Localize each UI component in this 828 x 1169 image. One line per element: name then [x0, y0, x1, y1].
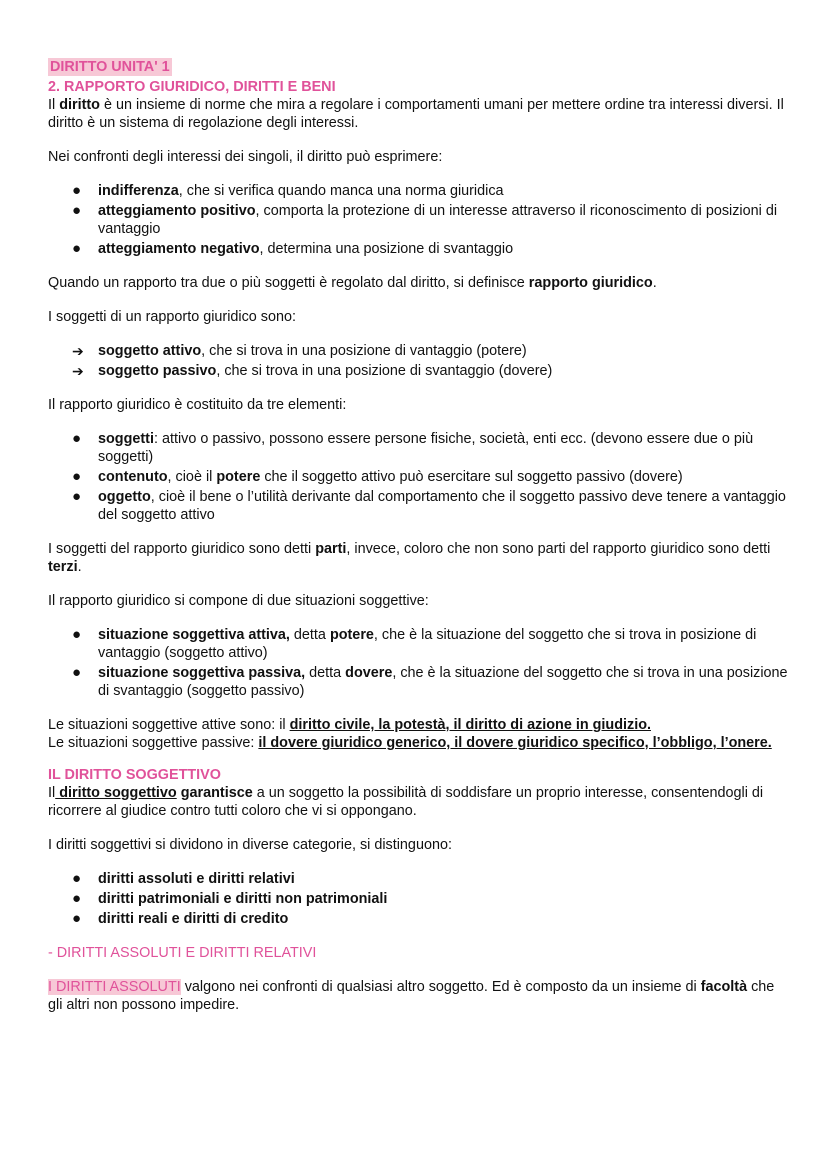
bullet-icon: ●: [72, 240, 82, 257]
bullet-icon: ●: [72, 182, 82, 199]
list-item: ● diritti reali e diritti di credito: [72, 910, 289, 927]
document-title: DIRITTO UNITA' 1: [50, 59, 170, 75]
section-heading-rapporto: 2. RAPPORTO GIURIDICO, DIRITTI E BENI: [48, 79, 336, 95]
situazioni-list: [48, 626, 788, 700]
bullet-icon: ●: [72, 430, 82, 447]
parti-paragraph: I soggetti del rapporto giuridico sono detti parti, invece, coloro che non sono parti del rapporto giuridico sono detti terzi.: [48, 541, 771, 575]
bullet-icon: ●: [72, 488, 82, 505]
list-item: ● indifferenza, che si verifica quando manca una norma giuridica: [72, 182, 504, 199]
arrow-icon: ➔: [72, 363, 84, 379]
list-item: ● diritti patrimoniali e diritti non patrimoniali: [72, 890, 388, 907]
elementi-list: [48, 430, 788, 524]
bullet-icon: ●: [72, 202, 82, 219]
bullet-icon: ●: [72, 664, 82, 681]
diritto-soggettivo-paragraph: Il diritto soggettivo garantisce a un soggetto la possibilità di soddisfare un proprio interesse, consentendogli di ricorrere al giudice contro tutti coloro che vi si oppongano.: [48, 785, 764, 819]
document-content: [48, 58, 788, 1014]
attitudes-list: [48, 182, 788, 258]
rapporto-definition: Quando un rapporto tra due o più soggetti è regolato dal diritto, si definisce rapporto giuridico.: [48, 275, 657, 291]
list-item: ➔ soggetto attivo, che si trova in una posizione di vantaggio (potere): [72, 343, 527, 359]
list-item: ● atteggiamento negativo, determina una posizione di svantaggio: [72, 240, 514, 257]
list-item: ● oggetto, cioè il bene o l’utilità derivante dal comportamento che il soggetto passivo deve tenere a vantaggio del soggetto attivo: [72, 488, 786, 523]
elementi-lead: Il rapporto giuridico è costituito da tre elementi:: [48, 397, 347, 413]
attive-paragraph: Le situazioni soggettive attive sono: il diritto civile, la potestà, il diritto di azione in giudizio.: [48, 717, 651, 733]
soggetti-lead: I soggetti di un rapporto giuridico sono:: [48, 309, 296, 325]
bullet-icon: ●: [72, 910, 82, 927]
list-item: ● atteggiamento positivo, comporta la protezione di un interesse attraverso il riconoscimento di posizioni di vantaggio: [72, 202, 778, 237]
bullet-icon: ●: [72, 468, 82, 485]
list-item: ● situazione soggettiva attiva, detta potere, che è la situazione del soggetto che si trova in posizione di vantaggio (soggetto attivo): [72, 626, 757, 661]
list-item: ● contenuto, cioè il potere che il soggetto attivo può esercitare sul soggetto passivo (dovere): [72, 468, 683, 485]
list-item: ➔ soggetto passivo, che si trova in una posizione di svantaggio (dovere): [72, 363, 553, 379]
passive-paragraph: Le situazioni soggettive passive: il dovere giuridico generico, il dovere giuridico specifico, l’obbligo, l’onere.: [48, 735, 772, 751]
list-item: ● soggetti: attivo o passivo, possono essere persone fisiche, società, enti ecc. (devono essere due o più soggetti): [72, 430, 754, 465]
section-heading-assoluti: - DIRITTI ASSOLUTI E DIRITTI RELATIVI: [48, 945, 317, 961]
intro-paragraph: Il diritto è un insieme di norme che mira a regolare i comportamenti umani per mettere ordine tra interessi diversi. Il diritto è un sistema di regolazione degli interessi.: [48, 97, 784, 131]
assoluti-paragraph: I DIRITTI ASSOLUTI valgono nei confronti di qualsiasi altro soggetto. Ed è composto da un insieme di facoltà che gli altri non possono impedire.: [48, 979, 775, 1013]
list-item: ● diritti assoluti e diritti relativi: [72, 870, 295, 887]
attitudes-lead: Nei confronti degli interessi dei singoli, il diritto può esprimere:: [48, 149, 443, 165]
bullet-icon: ●: [72, 626, 82, 643]
section-heading-diritto-soggettivo: IL DIRITTO SOGGETTIVO: [48, 767, 221, 783]
bullet-icon: ●: [72, 890, 82, 907]
soggetti-list: [48, 342, 788, 380]
categorie-lead: I diritti soggettivi si dividono in diverse categorie, si distinguono:: [48, 837, 452, 853]
list-item: ● situazione soggettiva passiva, detta dovere, che è la situazione del soggetto che si trova in una posizione di svantaggio (soggetto passivo): [72, 664, 788, 699]
categorie-list: [48, 870, 788, 928]
situazioni-lead: Il rapporto giuridico si compone di due situazioni soggettive:: [48, 593, 429, 609]
bullet-icon: ●: [72, 870, 82, 887]
arrow-icon: ➔: [72, 343, 84, 359]
